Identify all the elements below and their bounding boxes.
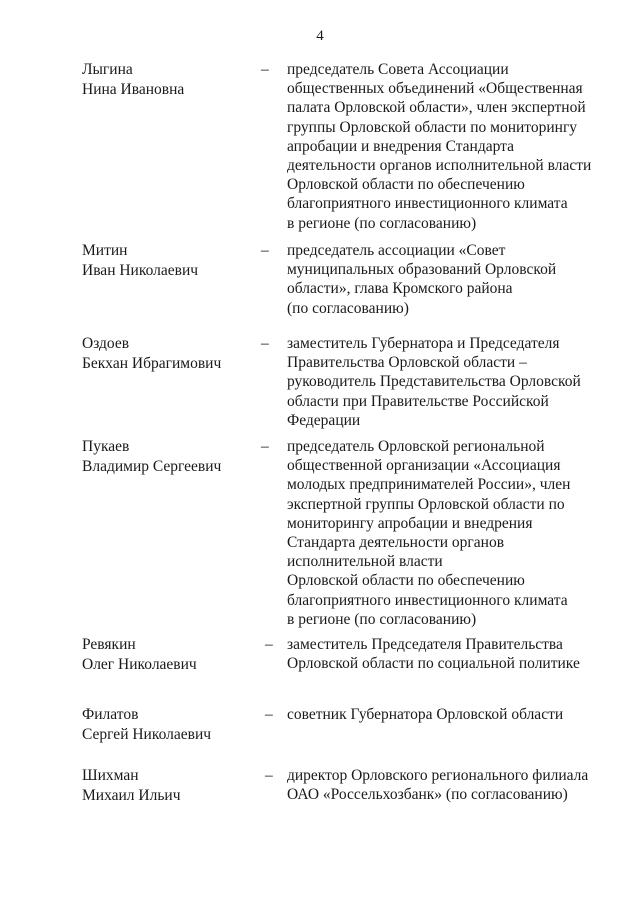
member-dash: – [261, 61, 269, 78]
member-name [82, 635, 257, 675]
member-given-name: Олег Николаевич [82, 656, 197, 673]
member-name [82, 60, 257, 100]
member-position [287, 705, 602, 724]
member-surname: Пукаев [82, 438, 130, 455]
position-line: ОАО «Россельхозбанк» (по согласованию) [287, 786, 568, 804]
position-line: Орловской области по социальной политике [287, 655, 580, 673]
member-name [82, 334, 257, 374]
member-given-name: Бекхан Ибрагимович [82, 355, 222, 372]
member-given-name: Михаил Ильич [82, 787, 181, 804]
position-line: директор Орловского регионального филиала [287, 767, 589, 784]
position-line: области при Правительстве Российской [287, 392, 549, 410]
position-line: заместитель Председателя Правительства [287, 636, 563, 653]
position-line: Федерации [287, 411, 361, 429]
member-surname: Шихман [82, 767, 139, 784]
member-dash: – [265, 706, 273, 723]
position-line: деятельности органов исполнительной власти [287, 157, 592, 175]
member-surname: Оздоев [82, 335, 130, 352]
member-dash: – [261, 242, 269, 259]
position-line: благоприятного инвестиционного климата [287, 195, 568, 213]
member-surname: Ревякин [82, 636, 136, 653]
position-line: мониторингу апробации и внедрения [287, 514, 533, 532]
member-position [287, 766, 602, 804]
position-line: Орловской области по обеспечению [287, 176, 525, 194]
member-dash: – [261, 335, 269, 352]
member-dash: – [261, 438, 269, 455]
member-given-name: Нина Ивановна [82, 81, 185, 98]
position-line: председатель Совета Ассоциации [287, 61, 509, 78]
position-line: (по согласованию) [287, 299, 409, 317]
member-position [287, 334, 602, 430]
member-dash: – [265, 767, 273, 784]
position-line: области», глава Кромского района [287, 280, 513, 298]
position-line: председатель ассоциации «Совет [287, 242, 506, 259]
member-name [82, 437, 257, 477]
position-line: Орловской области по обеспечению [287, 572, 525, 590]
position-line: руководитель Представительства Орловской [287, 373, 581, 391]
position-line: молодых предпринимателей России», член [287, 476, 571, 494]
position-line: председатель Орловской региональной [287, 438, 545, 455]
position-line: общественной организации «Ассоциация [287, 457, 561, 475]
member-name [82, 705, 257, 745]
member-surname: Митин [82, 242, 128, 259]
position-line: в регионе (по согласованию) [287, 610, 477, 628]
position-line: советник Губернатора Орловской области [287, 706, 564, 723]
page-number: 4 [316, 28, 324, 44]
position-line: общественных объединений «Общественная [287, 80, 583, 98]
position-line: муниципальных образований Орловской [287, 261, 557, 279]
member-given-name: Сергей Николаевич [82, 726, 212, 743]
position-line: Стандарта деятельности органов [287, 534, 505, 552]
position-line: экспертной группы Орловской области по [287, 495, 565, 513]
member-given-name: Иван Николаевич [82, 262, 199, 279]
position-line: Правительства Орловской области – [287, 354, 527, 372]
member-name [82, 766, 257, 806]
member-position [287, 60, 602, 233]
position-line: группы Орловской области по мониторингу [287, 118, 578, 136]
position-line: палата Орловской области», член экспертной [287, 99, 586, 117]
member-given-name: Владимир Сергеевич [82, 458, 222, 475]
member-name [82, 241, 257, 281]
position-line: апробации и внедрения Стандарта [287, 137, 514, 155]
member-surname: Лыгина [82, 61, 133, 78]
member-surname: Филатов [82, 706, 139, 723]
member-position [287, 437, 602, 629]
position-line: благоприятного инвестиционного климата [287, 591, 568, 609]
member-dash: – [265, 636, 273, 653]
position-line: заместитель Губернатора и Председателя [287, 335, 560, 352]
member-position [287, 241, 602, 318]
position-line: исполнительной власти [287, 553, 443, 571]
member-position [287, 635, 602, 673]
position-line: в регионе (по согласованию) [287, 214, 477, 232]
